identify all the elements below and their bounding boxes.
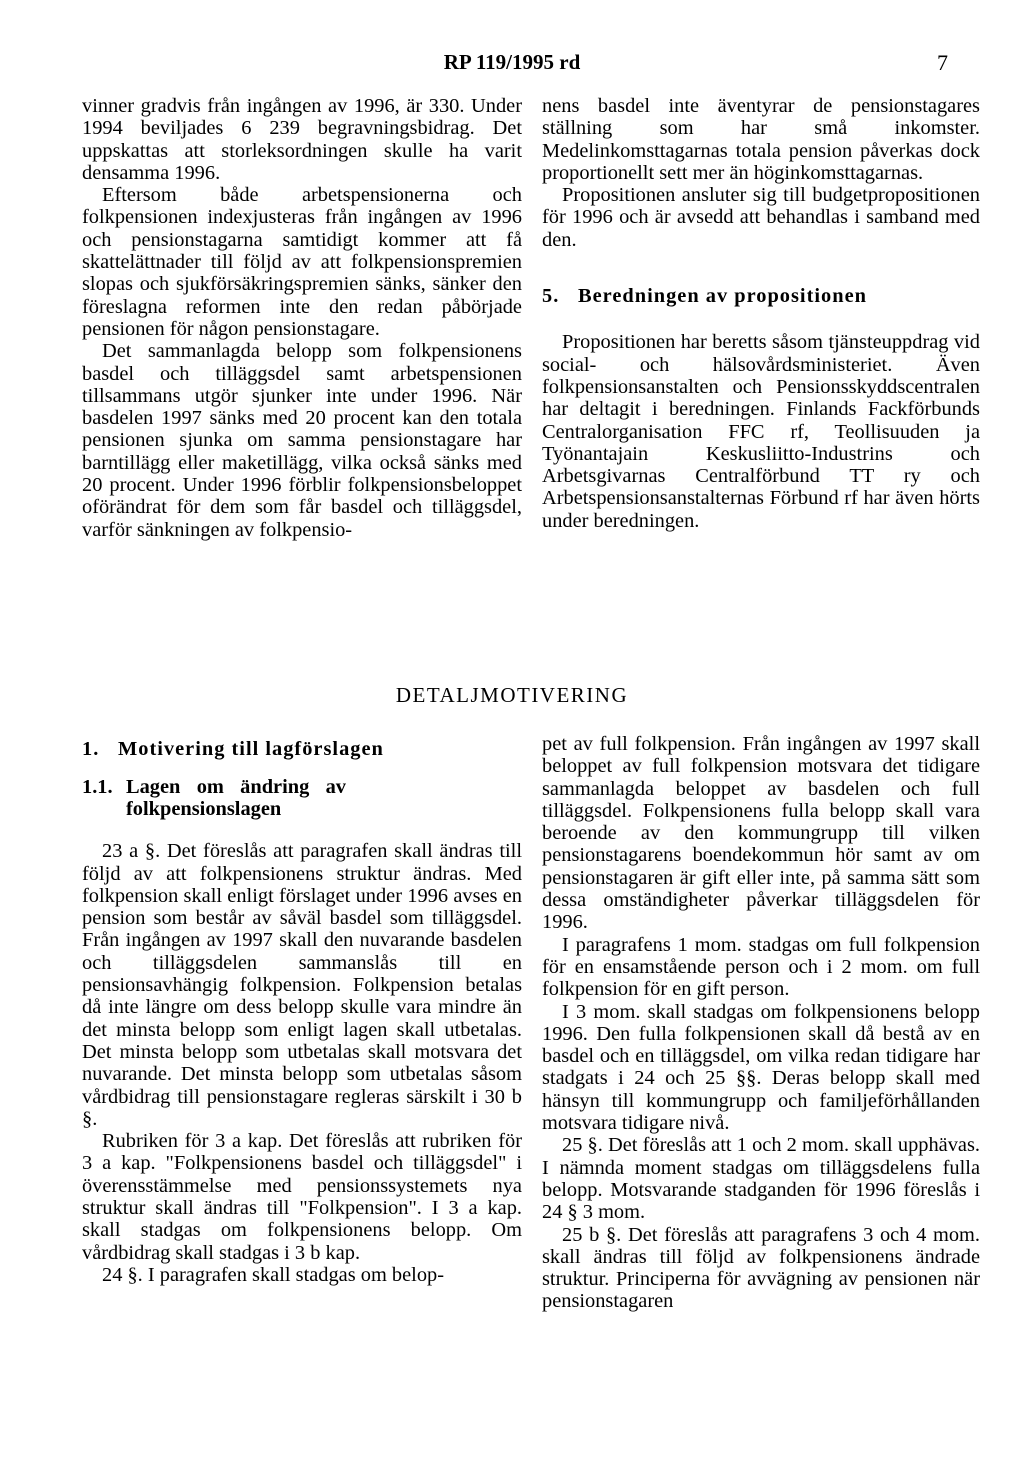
bottom-right-column: [542, 733, 980, 1313]
paragraph: Eftersom både arbetspensionerna och folkpensionen indexjusteras från ingången av 1996 och pensionstagarna samtidigt kommer att få skattelättnader till följd av att folkpensionspremien slopas och sjukförsäkringspremien sänks, sänker den föreslagna reformen inte den redan påbörjade pensionen för någon pensionstagare.: [82, 184, 522, 340]
bottom-left-column: [82, 738, 522, 1286]
page-number: 7: [937, 50, 948, 75]
subsection-number: 1.1.: [82, 776, 113, 799]
section-heading: [82, 738, 522, 760]
paragraph: 24 §. I paragrafen skall stadgas om belop-: [102, 1263, 445, 1286]
detalj-heading: DETALJMOTIVERING: [395, 683, 629, 707]
paragraph: I 3 mom. skall stadgas om folkpensionens belopp 1996. Den fulla folkpensionen skall då bestå av en basdel och en tilläggsdel, om vilka redan tidigare har stadgats i 24 och 25 §§. Deras belopp skall med hänsyn till kommungrupp och familjeförhållanden motsvara tidigare nivå.: [542, 1000, 980, 1135]
paragraph: I paragrafens 1 mom. stadgas om full folkpension för en ensamstående person och i 2 mom. om full folkpension för en gift person.: [542, 933, 980, 1001]
paragraph: 23 a §. Det föreslås att paragrafen skall ändras till följd av att folkpensionens struktur ändras. Med folkpension skall enligt förslaget under 1996 avses en pension som består av såväl basdel som tilläggsdel. Från ingången av 1997 skall den nuvarande basdelen och tilläggsdelen sammanslås till en pensionsavhängig folkpension. Folkpension betalas då inte längre om dess belopp skulle vara mindre än det minsta belopp som enligt lagen skall utbetalas. Det minsta belopp som utbetalas skall motsvara det nuvarande. Det minsta belopp som utbetalas såsom vårdbidrag till pensionstagare regleras särskilt i 30 b §.: [82, 840, 522, 1130]
section-number: 5.: [542, 285, 560, 308]
document-identifier: RP 119/1995 rd: [443, 50, 581, 74]
subsection-title: Lagen om ändring av folkpensionslagen: [126, 776, 346, 821]
section-heading: [542, 285, 980, 307]
paragraph: Propositionen ansluter sig till budgetpropositionen för 1996 och är avsedd att behandlas i samband med den.: [542, 184, 980, 251]
paragraph: 25 §. Det föreslås att 1 och 2 mom. skall upphävas. I nämnda moment stadgas om tilläggsdelens fulla belopp. Motsvarande stadganden för 1996 föreslås i 24 § 3 mom.: [542, 1134, 980, 1224]
section-number: 1.: [82, 738, 100, 760]
paragraph: 25 b §. Det föreslås att paragrafens 3 och 4 mom. skall ändras till följd av folkpensionens ändrade struktur. Principerna för avvägning av pensionen när pensionstagaren: [542, 1223, 980, 1313]
paragraph: vinner gradvis från ingången av 1996, är 330. Under 1994 beviljades 6 239 begravningsbidrag. Det uppskattas att storleksordningen skulle ha varit densamma 1996.: [82, 95, 522, 184]
paragraph: Rubriken för 3 a kap. Det föreslås att rubriken för 3 a kap. "Folkpensionens basdel och tilläggsdel" i överensstämmelse med pensionssystemets nya struktur skall ändras till "Folkpension". I 3 a kap. skall stadgas om folkpensionens belopp. Om vårdbidrag skall stadgas i 3 b kap.: [82, 1130, 522, 1264]
paragraph: pet av full folkpension. Från ingången av 1997 skall beloppet av full folkpension motsvara det tidigare sammanlagda beloppet av basdelen och full tilläggsdel. Folkpensionens fulla belopp skall vara beroende av den kommungrupp till vilken pensionstagarens boendekommun hör samt av om pensionstagaren är gift eller inte, på samma sätt som dessa omständigheter påverkar tilläggsdelen för 1996.: [542, 733, 980, 934]
top-right-column: [542, 95, 980, 532]
paragraph: Propositionen har beretts såsom tjänsteuppdrag vid social- och hälsovårdsministeriet. Även folkpensionsanstalten och Pensionsskyddscentralen har deltagit i beredningen. Finlands Fackförbunds Centralorganisation FFC rf, Teollisuuden ja Työnantajain Keskusliitto-Industrins och Arbetsgivarnas Centralförbund TT ry och Arbetspensionsanstalternas Förbund rf har även hörts under beredningen.: [542, 331, 980, 532]
section-title: Beredningen av propositionen: [578, 285, 867, 308]
subsection-heading: [82, 776, 522, 820]
paragraph: Det sammanlagda belopp som folkpensionens basdel och tilläggsdel samt arbetspensionen tillsammans utgör sjunker inte under 1996. När basdelen 1997 sänks med 20 procent kan den totala pensionen sjunka om samma pensionstagare har barntillägg eller maketillägg, vilka också sänks med 20 procent. Under 1996 förblir folkpensionsbeloppet oförändrat för dem som får basdel och tilläggsdel, varför sänkningen av folkpensio-: [82, 340, 522, 541]
section-title: Motivering till lagförslagen: [118, 738, 384, 760]
top-left-column: [82, 95, 522, 541]
paragraph: nens basdel inte äventyrar de pensionstagares ställning som har små inkomster. Medelinkomsttagarnas totala pension påverkas dock proportionellt sett mer än höginkomsttagarnas.: [542, 95, 980, 184]
